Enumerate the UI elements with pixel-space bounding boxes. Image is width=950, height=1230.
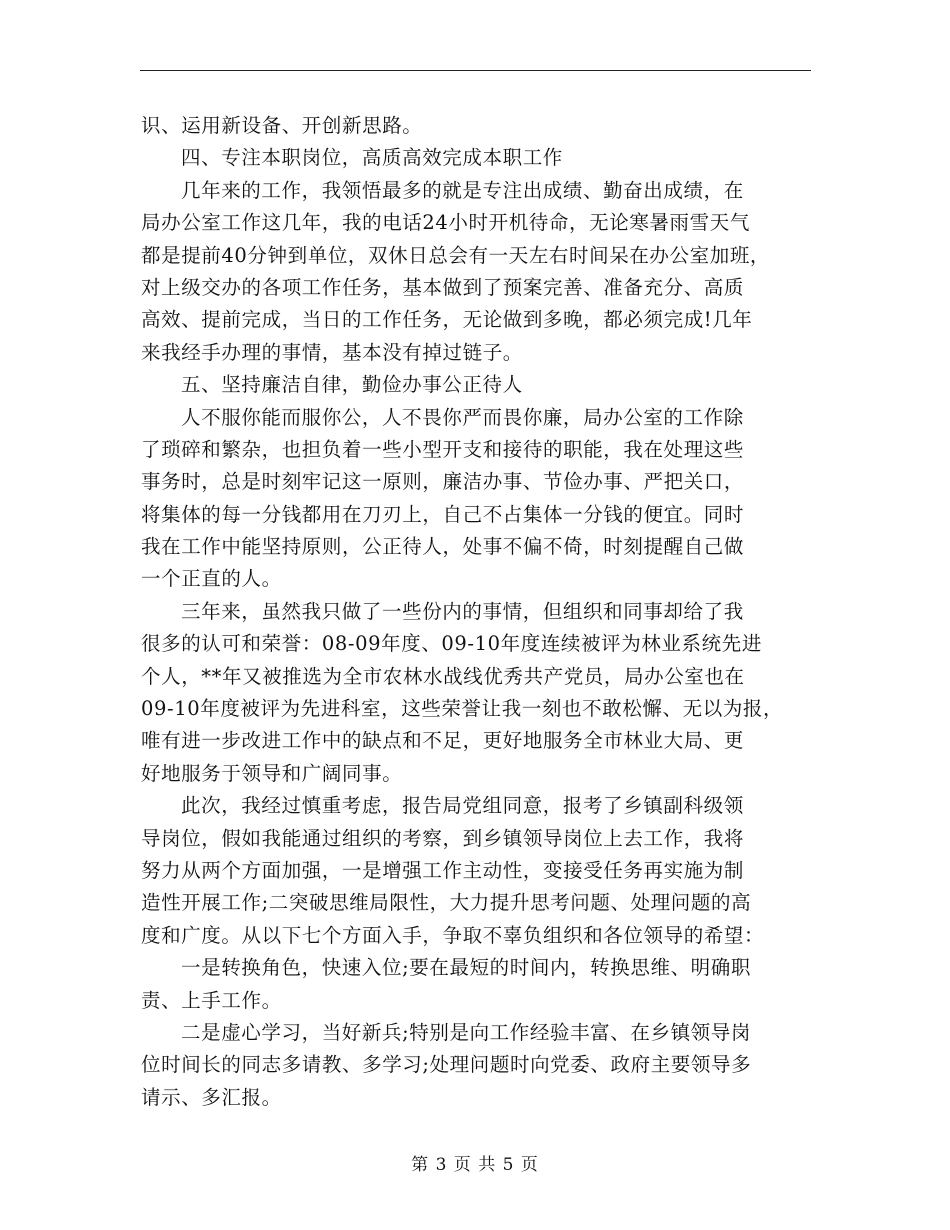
text-line: 将集体的每一分钱都用在刀刃上，自己不占集体一分钱的便宜。同时 [141,502,745,526]
text-line: 高效、提前完成，当日的工作任务，无论做到多晚，都必须完成!几年 [141,308,753,332]
text-line: 来我经手办理的事情，基本没有掉过链子。 [141,340,523,364]
text-line: 五、坚持廉洁自律，勤俭办事公正待人 [181,373,523,397]
text-line: 局办公室工作这几年，我的电话24小时开机待命，无论寒暑雨雪天气 [141,211,750,235]
text-line: 努力从两个方面加强，一是增强工作主动性，变接受任务再实施为制 [141,858,745,882]
text-line: 09-10年度被评为先进科室，这些荣誉让我一刻也不敢松懈、无以为报， [141,697,784,721]
document-body [141,110,821,1114]
text-line: 位时间长的同志多请教、多学习;处理问题时向党委、政府主要领导多 [141,1053,752,1077]
text-line: 好地服务于领导和广阔同事。 [141,761,403,785]
text-line: 此次，我经过慎重考虑，报告局党组同意，报考了乡镇副科级领 [181,794,744,818]
text-line: 请示、多汇报。 [141,1085,282,1109]
text-line: 我在工作中能坚持原则，公正待人，处事不偏不倚，时刻提醒自己做 [141,535,745,559]
text-line: 很多的认可和荣誉：08-09年度、09-10年度连续被评为林业系统先进 [141,632,762,656]
text-line: 唯有进一步改进工作中的缺点和不足，更好地服务全市林业大局、更 [141,729,745,753]
text-line: 事务时，总是时刻牢记这一原则，廉洁办事、节俭办事、严把关口， [141,470,745,494]
text-line: 二是虚心学习，当好新兵;特别是向工作经验丰富、在乡镇领导岗 [181,1020,751,1044]
text-line: 几年来的工作，我领悟最多的就是专注出成绩、勤奋出成绩，在 [181,178,744,202]
text-line: 责、上手工作。 [141,988,282,1012]
text-line: 四、专注本职岗位，高质高效完成本职工作 [181,146,563,170]
text-line: 人不服你能而服你公，人不畏你严而畏你廉，局办公室的工作除 [181,405,744,429]
page-footer: 第 3 页 共 5 页 [411,1155,539,1175]
text-line: 一是转换角色，快速入位;要在最短的时间内，转换思维、明确职 [181,956,751,980]
text-line: 都是提前40分钟到单位，双休日总会有一天左右时间呆在办公室加班， [141,243,771,267]
header-rule [140,70,811,71]
text-line: 度和广度。从以下七个方面入手，争取不辜负组织和各位领导的希望： [141,923,765,947]
text-line: 对上级交办的各项工作任务，基本做到了预案完善、准备充分、高质 [141,275,745,299]
text-line: 了琐碎和繁杂，也担负着一些小型开支和接待的职能，我在处理这些 [141,437,745,461]
text-line: 导岗位，假如我能通过组织的考察，到乡镇领导岗位上去工作，我将 [141,826,745,850]
text-line: 识、运用新设备、开创新思路。 [141,114,423,137]
text-line: 造性开展工作;二突破思维局限性，大力提升思考问题、处理问题的高 [141,891,752,915]
text-line: 一个正直的人。 [141,567,282,591]
text-line: 个人，**年又被推选为全市农林水战线优秀共产党员，局办公室也在 [141,664,745,688]
text-line: 三年来，虽然我只做了一些份内的事情，但组织和同事却给了我 [181,599,744,623]
